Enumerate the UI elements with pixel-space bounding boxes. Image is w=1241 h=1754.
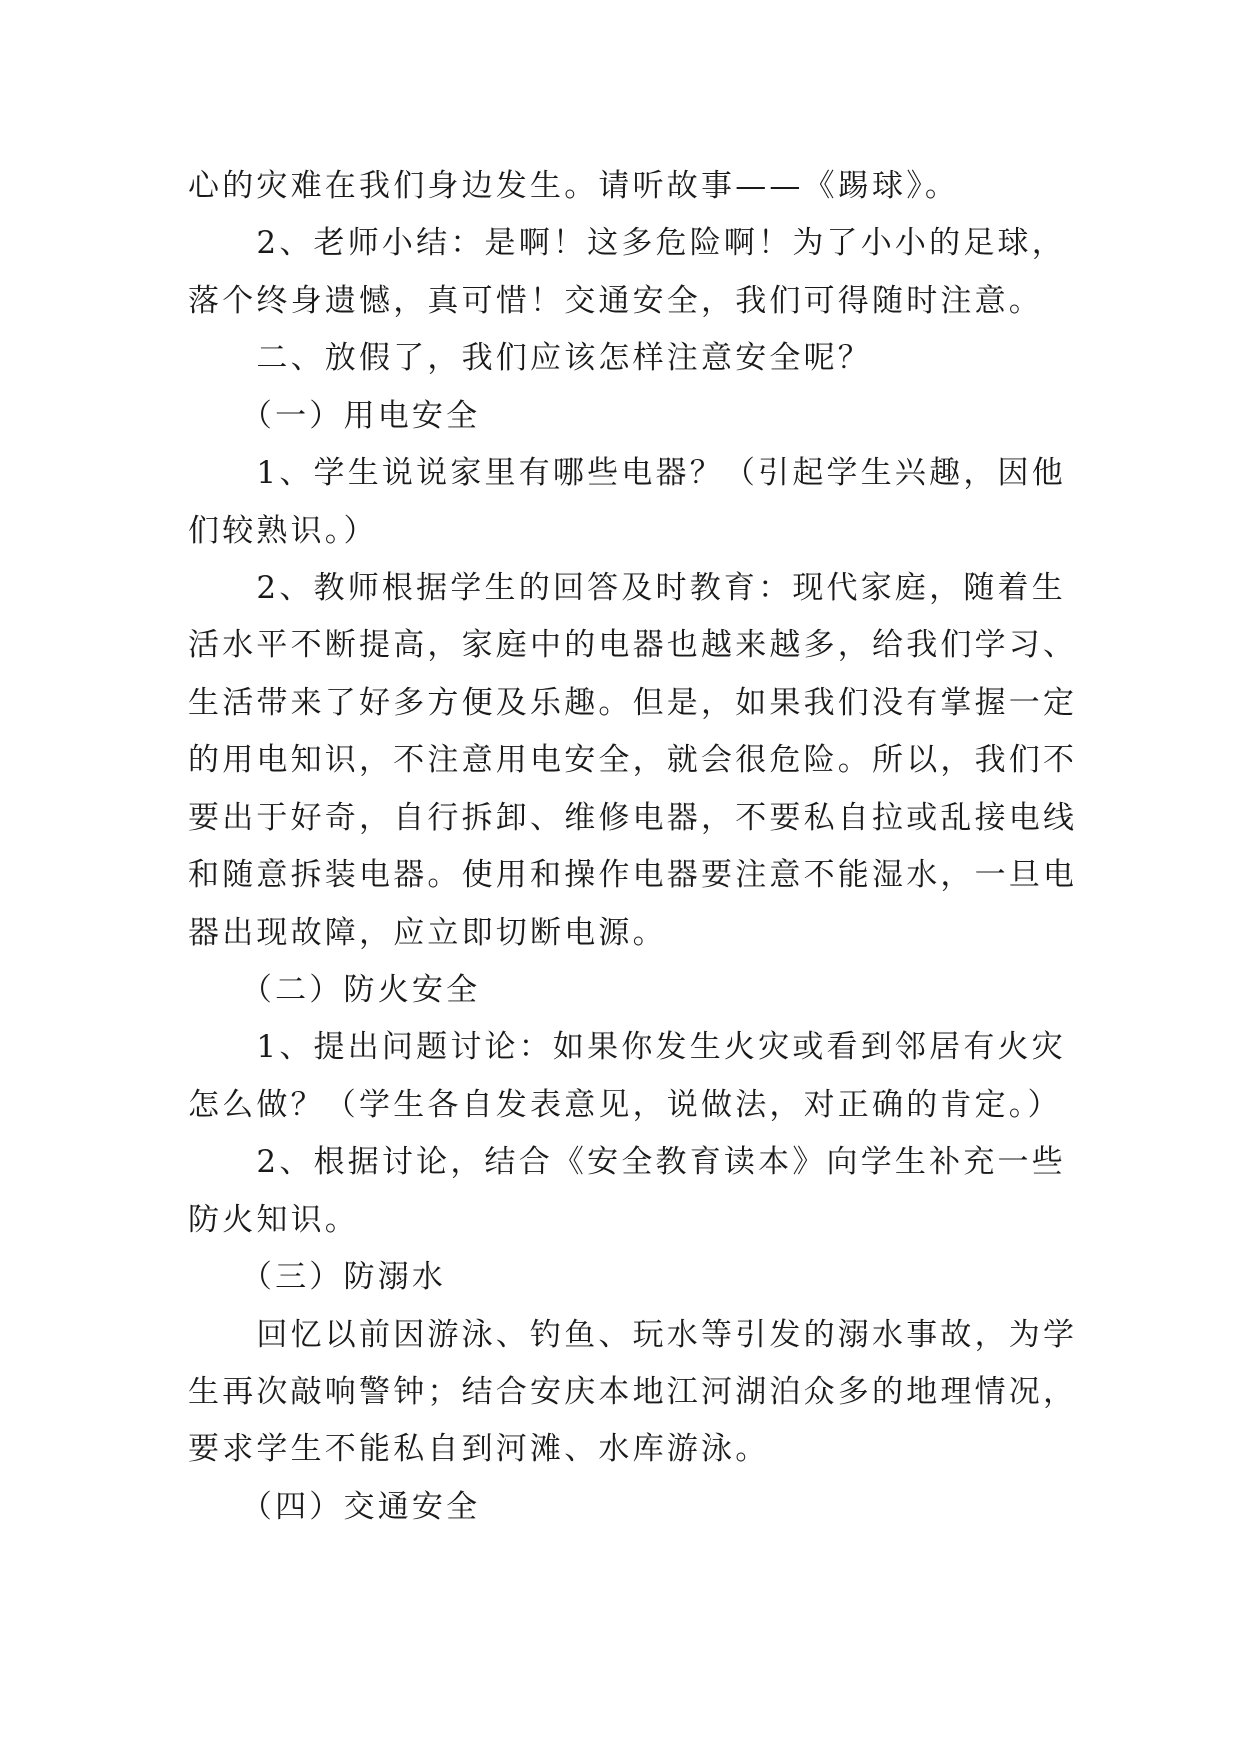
text-line: 和随意拆装电器。使用和操作电器要注意不能湿水，一旦电	[188, 857, 1078, 893]
text-line: 活水平不断提高，家庭中的电器也越来越多，给我们学习、	[188, 627, 1078, 663]
text-line: 二、放假了，我们应该怎样注意安全呢？	[188, 340, 872, 376]
text-line: 心的灾难在我们身边发生。请听故事——《踢球》。	[188, 168, 960, 204]
text-line: 生再次敲响警钟；结合安庆本地江河湖泊众多的地理情况，	[188, 1374, 1078, 1410]
text-line: 要出于好奇，自行拆卸、维修电器，不要私自拉或乱接电线	[188, 800, 1078, 836]
text-line: 的用电知识，不注意用电安全，就会很危险。所以，我们不	[188, 742, 1078, 778]
text-line: 们较熟识。）	[188, 513, 378, 549]
text-line: 要求学生不能私自到河滩、水库游泳。	[188, 1431, 770, 1467]
section-heading: （四）交通安全	[188, 1489, 481, 1525]
text-line: 落个终身遗憾，真可惜！交通安全，我们可得随时注意。	[188, 283, 1043, 319]
text-line: 生活带来了好多方便及乐趣。但是，如果我们没有掌握一定	[188, 685, 1078, 721]
text-line: 1、提出问题讨论：如果你发生火灾或看到邻居有火灾	[188, 1029, 1066, 1065]
text-line: 怎么做？（学生各自发表意见，说做法，对正确的肯定。）	[188, 1087, 1062, 1123]
text-line: 器出现故障，应立即切断电源。	[188, 915, 667, 951]
section-heading: （三）防溺水	[188, 1259, 447, 1295]
text-line: 防火知识。	[188, 1202, 359, 1238]
text-line: 1、学生说说家里有哪些电器？（引起学生兴趣，因他	[188, 455, 1066, 491]
text-line: 2、老师小结：是啊！这多危险啊！为了小小的足球，	[188, 225, 1066, 261]
text-line: 2、教师根据学生的回答及时教育：现代家庭，随着生	[188, 570, 1066, 606]
section-heading: （一）用电安全	[188, 398, 481, 434]
text-line: 回忆以前因游泳、钓鱼、玩水等引发的溺水事故，为学	[188, 1317, 1078, 1353]
text-line: 2、根据讨论，结合《安全教育读本》向学生补充一些	[188, 1144, 1066, 1180]
section-heading: （二）防火安全	[188, 972, 481, 1008]
